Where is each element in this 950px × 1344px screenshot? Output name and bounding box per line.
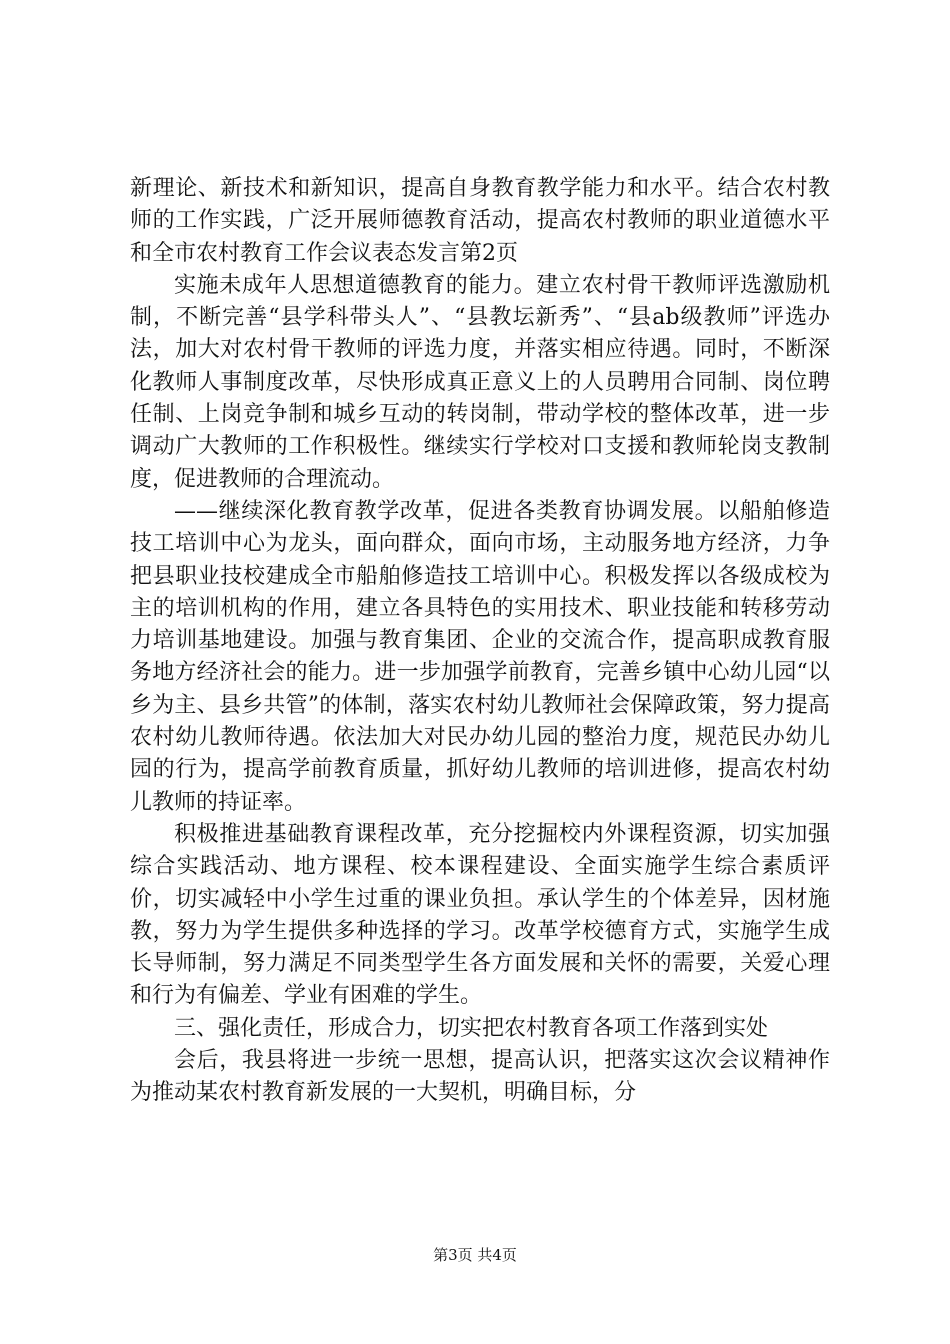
- page-footer: 第3页 共4页: [433, 1246, 517, 1264]
- paragraph-teacher-evaluation: 实施未成年人思想道德教育的能力。建立农村骨干教师评选激励机制，不断完善“县学科带头人”、“县教坛新秀”、“县ab级教师”评选办法，加大对农村骨干教师的评选力度，并落实相应待遇。同时，不断深化教师人事制度改革，尽快形成真正意义上的人员聘用合同制、岗位聘任制、上岗竞争制和城乡互动的转岗制，带动学校的整体改革，进一步调动广大教师的工作积极性。继续实行学校对口支援和教师轮岗支教制度，促进教师的合理流动。: [130, 272, 830, 492]
- paragraph-curriculum-reform: 积极推进基础教育课程改革，充分挖掘校内外课程资源，切实加强综合实践活动、地方课程、校本课程建设、全面实施学生综合素质评价，切实减轻中小学生过重的课业负担。承认学生的个体差异，因材施教，努力为学生提供多种选择的学习。改革学校德育方式，实施学生成长导师制，努力满足不同类型学生各方面发展和关怀的需要，关爱心理和行为有偏差、学业有困难的学生。: [130, 821, 830, 1009]
- paragraph-after-meeting: 会后，我县将进一步统一思想，提高认识，把落实这次会议精神作为推动某农村教育新发展的一大契机，明确目标，分: [130, 1048, 830, 1106]
- document-body: [130, 173, 830, 1110]
- section-heading: 三、强化责任，形成合力，切实把农村教育各项工作落到实处: [174, 1015, 769, 1041]
- paragraph-continuation: 新理论、新技术和新知识，提高自身教育教学能力和水平。结合农村教师的工作实践，广泛开展师德教育活动，提高农村教师的职业道德水平和全市农村教育工作会议表态发言第2页: [130, 176, 830, 266]
- paragraph-education-reform: ——继续深化教育教学改革，促进各类教育协调发展。以船舶修造技工培训中心为龙头，面向群众，面向市场，主动服务地方经济，力争把县职业技校建成全市船舶修造技工培训中心。积极发挥以各级成校为主的培训机构的作用，建立各具特色的实用技术、职业技能和转移劳动力培训基地建设。加强与教育集团、企业的交流合作，提高职成教育服务地方经济社会的能力。进一步加强学前教育，完善乡镇中心幼儿园“以乡为主、县乡共管”的体制，落实农村幼儿教师社会保障政策，努力提高农村幼儿教师待遇。依法加大对民办幼儿园的整治力度，规范民办幼儿园的行为，提高学前教育质量，抓好幼儿教师的培训进修，提高农村幼儿教师的持证率。: [130, 498, 830, 815]
